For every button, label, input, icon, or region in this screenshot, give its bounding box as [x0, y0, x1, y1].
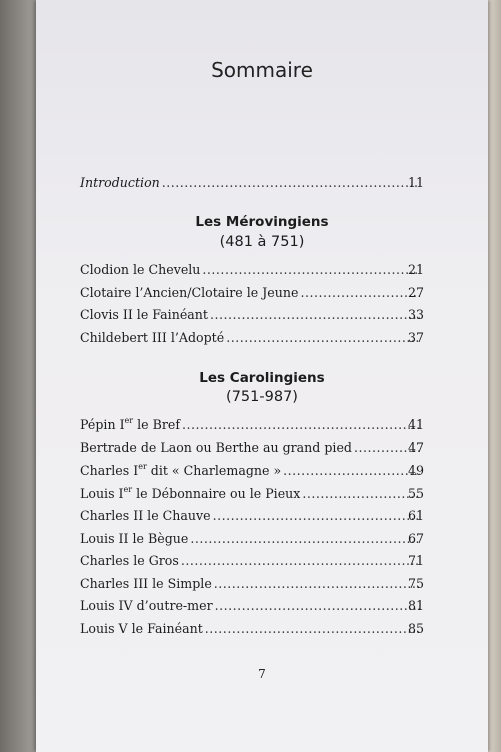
- toc-entry-page: 67: [407, 531, 424, 546]
- toc-entry-page: 33: [407, 307, 424, 322]
- toc-entry: [80, 262, 422, 277]
- toc-entry: [80, 440, 422, 455]
- toc-leader-dots: [162, 175, 420, 190]
- label-part: Charles I: [80, 463, 139, 478]
- toc-entry-label: [80, 463, 281, 478]
- toc-entry: [80, 553, 422, 568]
- label-part: Louis I: [80, 486, 124, 501]
- toc-entry: [80, 330, 422, 345]
- toc-entry-page: 21: [407, 262, 424, 277]
- toc-entry-label: Childebert III l’Adopté: [80, 330, 225, 345]
- toc-entry: [80, 621, 422, 636]
- toc-entry: [80, 285, 422, 300]
- section-years-merovingiens: (481 à 751): [219, 234, 305, 250]
- page-title: Sommaire: [211, 58, 313, 82]
- toc-entry-label: Clodion le Chevelu: [80, 262, 201, 277]
- toc-entry-page: 41: [407, 417, 424, 432]
- toc-entry-label: Charles III le Simple: [80, 576, 212, 591]
- toc-entry-label: [80, 486, 300, 501]
- toc-entry-label: Louis II le Bègue: [80, 531, 189, 546]
- toc-entry-page: 71: [407, 553, 424, 568]
- toc-entry-label: [80, 417, 180, 432]
- toc-entry-label: Bertrade de Laon ou Berthe au grand pied: [80, 440, 352, 455]
- toc-entry-introduction: [80, 175, 422, 190]
- page-edge-right: [488, 0, 501, 752]
- toc-entry: [80, 307, 422, 322]
- toc-entry-label: Louis V le Fainéant: [80, 621, 203, 636]
- toc-entry-label: Clotaire l’Ancien/Clotaire le Jeune: [80, 285, 299, 300]
- toc-entry-page: 85: [407, 621, 424, 636]
- toc-entry-label: Charles le Gros: [80, 553, 179, 568]
- toc-entry-page: 47: [407, 440, 424, 455]
- toc-entry: [80, 463, 422, 478]
- label-part: le Débonnaire ou le Pieux: [132, 486, 301, 501]
- section-years-carolingiens: (751-987): [226, 389, 298, 405]
- toc-entry-label: Clovis II le Fainéant: [80, 307, 208, 322]
- toc-entry-page: 27: [407, 285, 424, 300]
- toc-entry-page: 49: [407, 463, 424, 478]
- label-part: Pépin I: [80, 417, 125, 432]
- toc-entry-label: Louis IV d’outre-mer: [80, 598, 213, 613]
- label-part: dit « Charlemagne »: [146, 463, 282, 478]
- toc-entry: [80, 576, 422, 591]
- toc-entry: [80, 508, 422, 523]
- section-title-merovingiens: Les Mérovingiens: [195, 214, 329, 230]
- background-left: [0, 0, 40, 752]
- ordinal-superscript: er: [124, 415, 134, 425]
- toc-entry-page: 61: [407, 508, 424, 523]
- toc-entry: [80, 486, 422, 501]
- toc-entry-page: 37: [407, 330, 424, 345]
- page-number: 7: [258, 667, 266, 681]
- label-part: le Bref: [133, 417, 180, 432]
- section-title-carolingiens: Les Carolingiens: [199, 370, 325, 386]
- toc-entry: [80, 417, 422, 432]
- toc-entry-page: 75: [407, 576, 424, 591]
- toc-entry: [80, 531, 422, 546]
- toc-entry: [80, 598, 422, 613]
- ordinal-superscript: er: [138, 461, 147, 471]
- ordinal-superscript: er: [123, 484, 133, 494]
- toc-entry-label: Introduction: [80, 175, 160, 190]
- toc-entry-label: Charles II le Chauve: [80, 508, 211, 523]
- toc-entry-page: 55: [407, 486, 424, 501]
- toc-entry-page: 81: [407, 598, 424, 613]
- book-page: [36, 0, 488, 752]
- toc-entry-page: 11: [407, 175, 424, 190]
